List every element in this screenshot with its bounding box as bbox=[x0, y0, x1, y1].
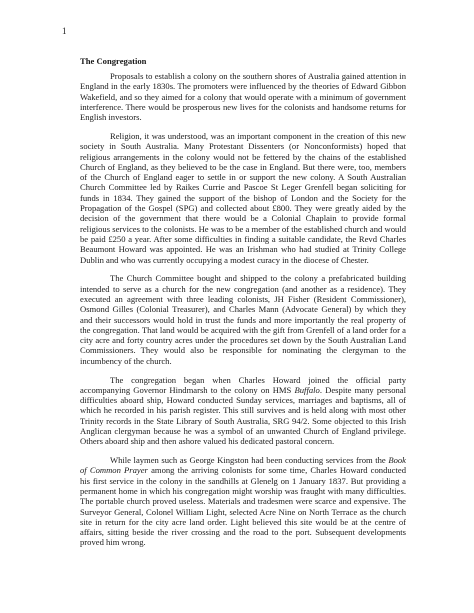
italic-title-text: Buffalo bbox=[294, 384, 320, 395]
paragraph bbox=[80, 71, 406, 122]
paragraph-list bbox=[80, 71, 406, 548]
paragraph-text: . Despite many personal difficulties aboard ship, Howard conducted Sunday services, marriages and baptisms, all of which he recorded in his parish register. This still survives and is held along with most other Trinity records in the State Library of South Australia, SRG 94/2. Some objected to this Irish Anglican clergyman because he was a symbol of an unwanted Church of England privilege. Others aboard ship and then ashore valued his dedicated pastoral concern. bbox=[80, 384, 406, 447]
paragraph bbox=[80, 375, 406, 447]
paragraph bbox=[80, 131, 406, 265]
paragraph bbox=[80, 273, 406, 366]
italic-title-text: Book of Common Prayer bbox=[80, 455, 406, 476]
section-heading: The Congregation bbox=[80, 56, 147, 66]
paragraph-text: Religion, it was understood, was an important component in the creation of this new society in South Australia. Many Protestant Dissenters (or Nonconformists) hoped that religious arrangements in the colony would not be fettered by the chains of the established Church of England, as they believed to be the case in England. But there were, too, members of the Church of England eager to settle in or support the new colony. A South Australian Church Committee led by Raikes Currie and Pascoe St Leger Grenfell began soliciting for funds in 1834. They gained the support of the bishop of London and the Society for the Propagation of the Gospel (SPG) and collected about £800. They were greatly aided by the decision of the government that there would be a Colonial Chaplain to provide formal religious services to the colonists. He was to be a member of the established church and would be paid £250 a year. After some difficulties in finding a suitable candidate, the Revd Charles Beaumont Howard was appointed. He was an Irishman who had studied at Trinity College Dublin and who was currently occupying a modest curacy in the diocese of Chester. bbox=[80, 130, 406, 265]
paragraph-text: The congregation began when Charles Howard joined the official party accompanying Governor Hindmarsh to the colony on HMS bbox=[80, 374, 406, 395]
page-number: 1 bbox=[62, 26, 67, 36]
paragraph-text: Proposals to establish a colony on the southern shores of Australia gained attention in England in the early 1830s. The promoters were influenced by the theories of Edward Gibbon Wakefield, and so they aimed for a colony that would operate with a minimum of government interference. There would be prosperous new lives for the colonists and handsome returns for English investors. bbox=[80, 71, 406, 123]
paragraph-text: among the arriving colonists for some time, Charles Howard conducted his first service in the colony in the sandhills at Glenelg on 1 January 1837. But providing a permanent home in which his congregation might worship was fraught with many difficulties. The portable church proved useless. Materials and tradesmen were scarce and expensive. The Surveyor General, Colonel William Light, selected Acre Nine on North Terrace as the church site in return for the city acre land order. Light believed this site would be at the centre of affairs, sitting beside the river crossing and the road to the port. Subsequent developments proved him wrong. bbox=[80, 465, 406, 548]
document-body bbox=[80, 56, 406, 548]
paragraph-text: The Church Committee bought and shipped to the colony a prefabricated building intended to serve as a church for the new congregation (and another as a residence). They executed an agreement with three leading colonists, JH Fisher (Resident Commissioner), Osmond Gilles (Colonial Treasurer), and Charles Mann (Advocate General) by which they and their successors would hold in trust the funds and more importantly the real property of the congregation. That land would be acquired with the gift from Grenfell of a land order for a city acre and forty country acres under the procedures set down by the South Australian Land Commissioners. They would also be responsible for nominating the clergyman to the incumbency of the church. bbox=[80, 273, 406, 366]
paragraph bbox=[80, 455, 406, 548]
paragraph-text: While laymen such as George Kingston had been conducting services from the bbox=[110, 455, 389, 466]
